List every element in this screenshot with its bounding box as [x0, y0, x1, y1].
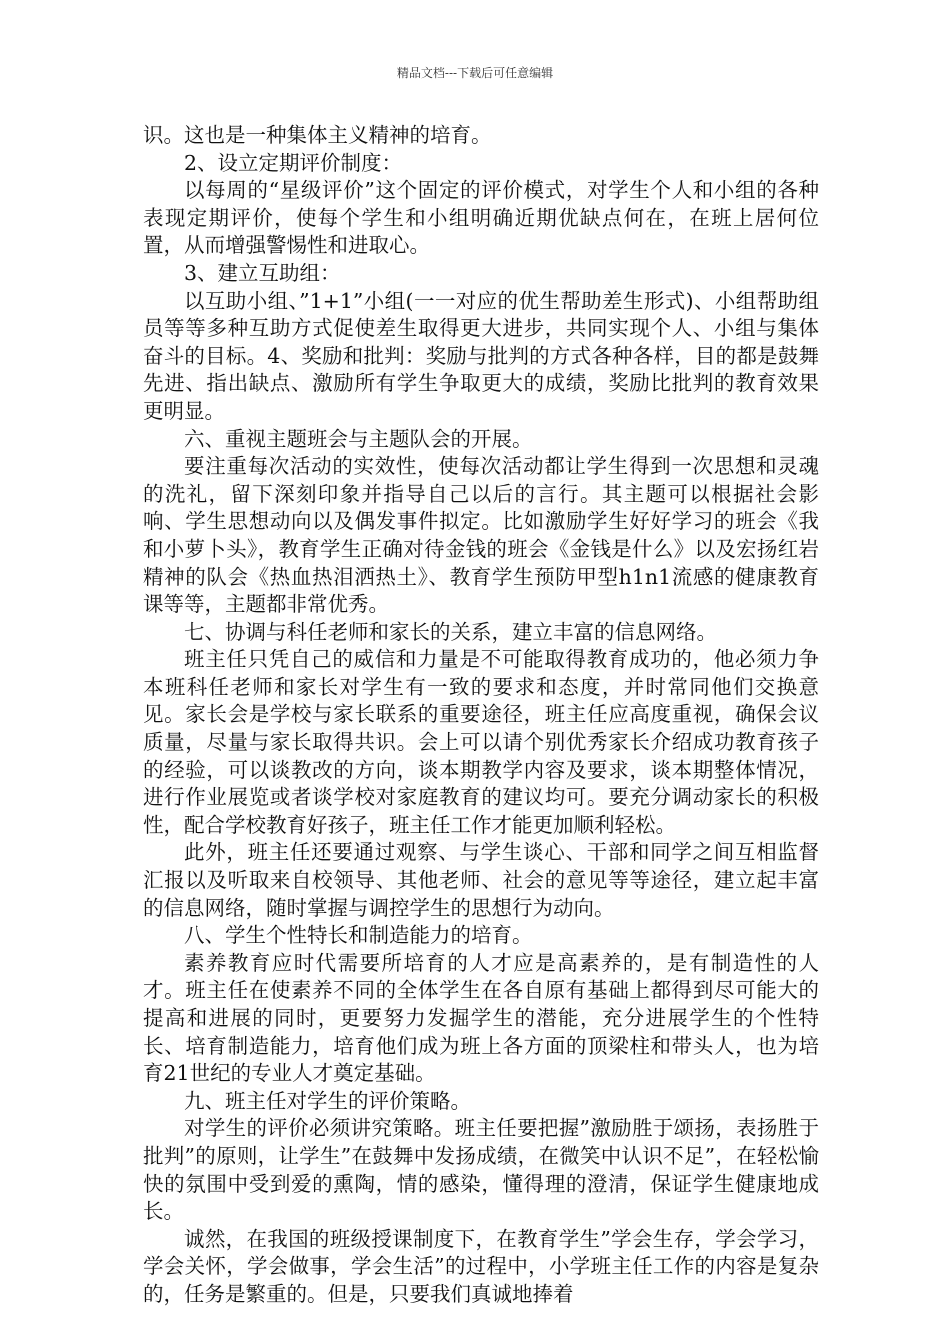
paragraph: 以互助小组、”1+1”小组(一一对应的优生帮助差生形式)、小组帮助组员等等多种互助方式促使差生取得更大进步，共同实现个人、小组与集体奋斗的目标。4、奖励和批判：奖励与批判的方式各种各样，目的都是鼓舞先进、指出缺点、激励所有学生争取更大的成绩，奖励比批判的教育效果更明显。 — [143, 288, 819, 423]
paragraph: 此外，班主任还要通过观察、与学生谈心、干部和同学之间互相监督汇报以及听取来自校领导、其他老师、社会的意见等等途径，建立起丰富的信息网络，随时掌握与调控学生的思想行为动向。 — [143, 840, 819, 920]
page-header: 精品文档---下载后可任意编辑 — [396, 66, 554, 80]
paragraph: 2、设立定期评价制度： — [184, 150, 403, 175]
paragraph: 班主任只凭自己的威信和力量是不可能取得教育成功的，他必须力争本班科任老师和家长对学生有一致的要求和态度，并时常同他们交换意见。家长会是学校与家长联系的重要途径，班主任应高度重视，确保会议质量，尽量与家长取得共识。会上可以请个别优秀家长介绍成功教育孩子的经验，可以谈教改的方向，谈本期教学内容及要求，谈本期整体情况，进行作业展览或者谈学校对家庭教育的建议均可。要充分调动家长的积极性，配合学校教育好孩子，班主任工作才能更加顺利轻松。 — [143, 647, 819, 837]
paragraph: 对学生的评价必须讲究策略。班主任要把握”激励胜于颂扬，表扬胜于批判”的原则，让学生”在鼓舞中发扬成绩，在微笑中认识不足”，在轻松愉快的氛围中受到爱的熏陶，情的感染，懂得理的澄清，保证学生健康地成长。 — [143, 1116, 819, 1224]
paragraph: 以每周的“星级评价”这个固定的评价模式，对学生个人和小组的各种表现定期评价，使每个学生和小组明确近期优缺点何在，在班上居何位置，从而增强警惕性和进取心。 — [143, 178, 819, 258]
paragraph: 九、班主任对学生的评价策略。 — [184, 1088, 471, 1113]
paragraph: 素养教育应时代需要所培育的人才应是高素养的，是有制造性的人才。班主任在使素养不同的全体学生在各自原有基础上都得到尽可能大的提高和进展的同时，更要努力发掘学生的潜能，充分进展学生的个性特长、培育制造能力，培育他们成为班上各方面的顶梁柱和带头人，也为培育21世纪的专业人才奠定基础。 — [143, 950, 819, 1086]
body-text — [143, 122, 819, 1309]
paragraph: 3、建立互助组： — [184, 260, 341, 285]
paragraph: 要注重每次活动的实效性，使每次活动都让学生得到一次思想和灵魂的洗礼，留下深刻印象并指导自己以后的言行。其主题可以根据社会影响、学生思想动向以及偶发事件拟定。比如激励学生好好学习的班会《我和小萝卜头》，教育学生正确对待金钱的班会《金钱是什么》以及宏扬红岩精神的队会《热血热泪洒热土》、教育学生预防甲型h1n1流感的健康教育课等等，主题都非常优秀。 — [143, 454, 819, 617]
paragraph: 六、重视主题班会与主题队会的开展。 — [184, 426, 533, 451]
paragraph: 诚然，在我国的班级授课制度下，在教育学生”学会生存，学会学习，学会关怀，学会做事，学会生活”的过程中，小学班主任工作的内容是复杂的，任务是繁重的。但是，只要我们真诚地捧着 — [143, 1226, 819, 1306]
paragraph: 识。这也是一种集体主义精神的培育。 — [143, 123, 492, 147]
paragraph: 八、学生个性特长和制造能力的培育。 — [184, 923, 533, 948]
paragraph: 七、协调与科任老师和家长的关系，建立丰富的信息网络。 — [184, 619, 717, 644]
